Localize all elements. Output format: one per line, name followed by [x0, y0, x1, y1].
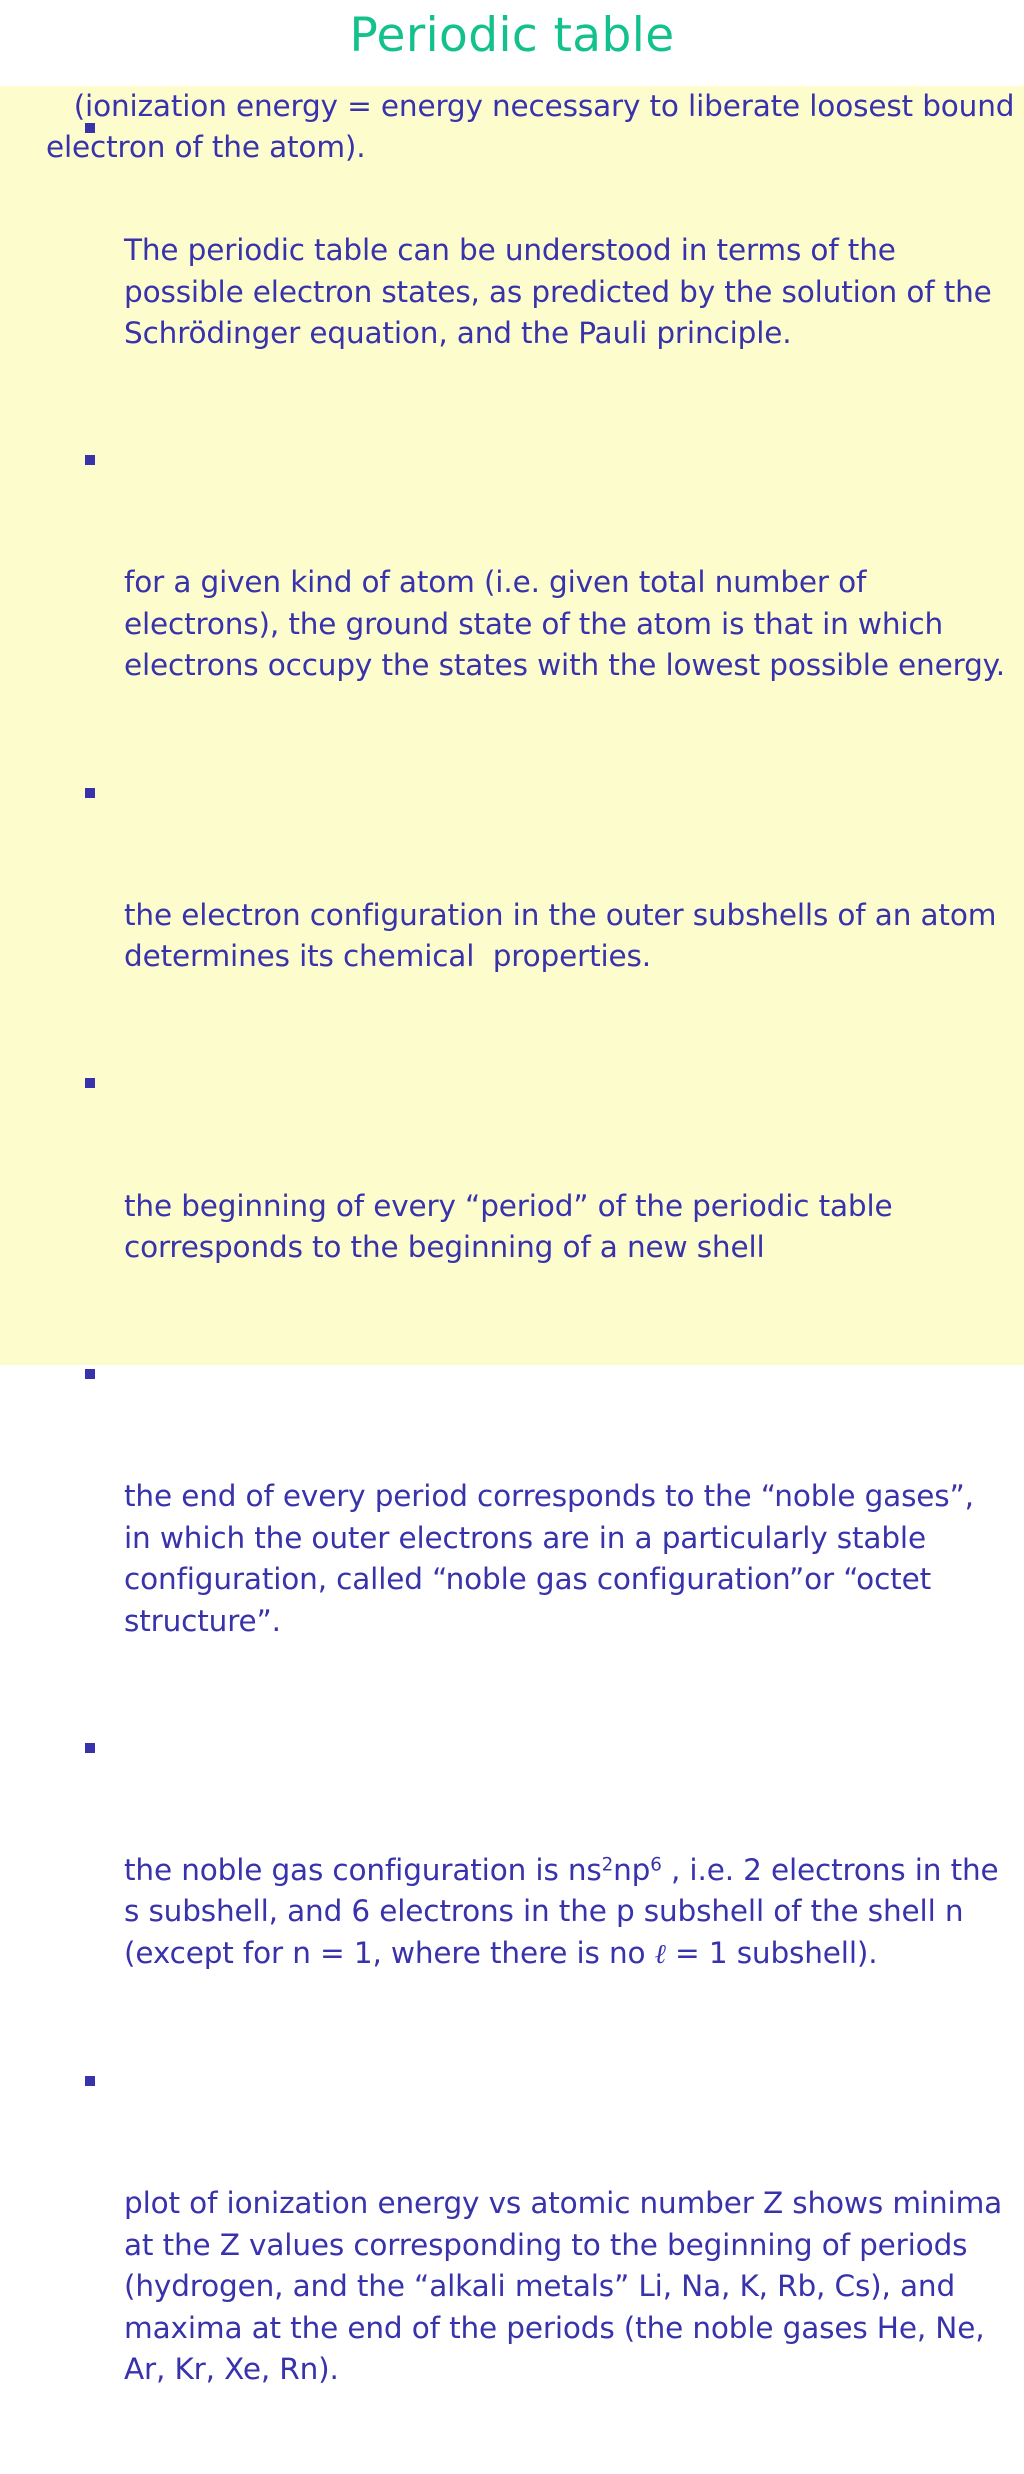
closing-paragraph: (ionization energy = energy necessary to liberate loosest bound electron of the atom).: [46, 89, 1024, 165]
list-item-text: the electron configuration in the outer subshells of an atom determines its chemical properties.: [124, 897, 1006, 974]
list-item-text: the beginning of every “period” of the periodic table corresponds to the beginning of a new shell: [124, 1188, 902, 1264]
superscript: 2: [601, 1854, 614, 1876]
list-item: [78, 1726, 1008, 2058]
list-item: [78, 1352, 1008, 1725]
bullet-list: [78, 106, 1012, 2474]
square-bullet-icon: [85, 788, 95, 798]
superscript: 6: [650, 1854, 662, 1876]
list-item-text: the noble gas configuration is $ns^2np^6$ , i.e. 2 electrons in the s subshell, and 6 electrons in the p subshell of the shell n (except for n = 1, where there is no ℓ = 1 subshell).: [124, 1853, 1008, 1970]
list-item-text: plot of ionization energy vs atomic number Z shows minima at the Z values corresponding to the beginning of periods (hydrogen, and the “alkali metals” Li, Na, K, Rb, Cs), and maxima at the end of the periods (the noble gases He, Ne, Ar, Kr, Xe, Rn).: [124, 2186, 1012, 2386]
list-item: [78, 2059, 1012, 2473]
list-item-text: the end of every period corresponds to the “noble gases”, in which the outer electrons are in a particularly stable configuration, called “noble gas configuration”or “octet structure”.: [124, 1479, 984, 1638]
square-bullet-icon: [85, 1078, 95, 1088]
square-bullet-icon: [85, 1369, 95, 1379]
list-item-text: The periodic table can be understood in terms of the possible electron states, as predicted by the solution of the Schrödinger equation, and the Pauli principle.: [124, 233, 1001, 351]
square-bullet-icon: [85, 455, 95, 465]
list-item: [78, 438, 1008, 769]
title-band: [0, 0, 1024, 86]
list-item: [78, 1061, 1008, 1351]
list-item: [78, 771, 1008, 1061]
square-bullet-icon: [85, 2076, 95, 2086]
slide-body-panel: [0, 86, 1024, 2386]
script-ell-symbol: ℓ: [654, 1938, 666, 1970]
page-title: Periodic table: [349, 8, 675, 63]
square-bullet-icon: [85, 1743, 95, 1753]
list-item-text: for a given kind of atom (i.e. given total number of electrons), the ground state of the atom is that in which electrons occupy the states with the lowest possible energy.: [124, 565, 1005, 683]
